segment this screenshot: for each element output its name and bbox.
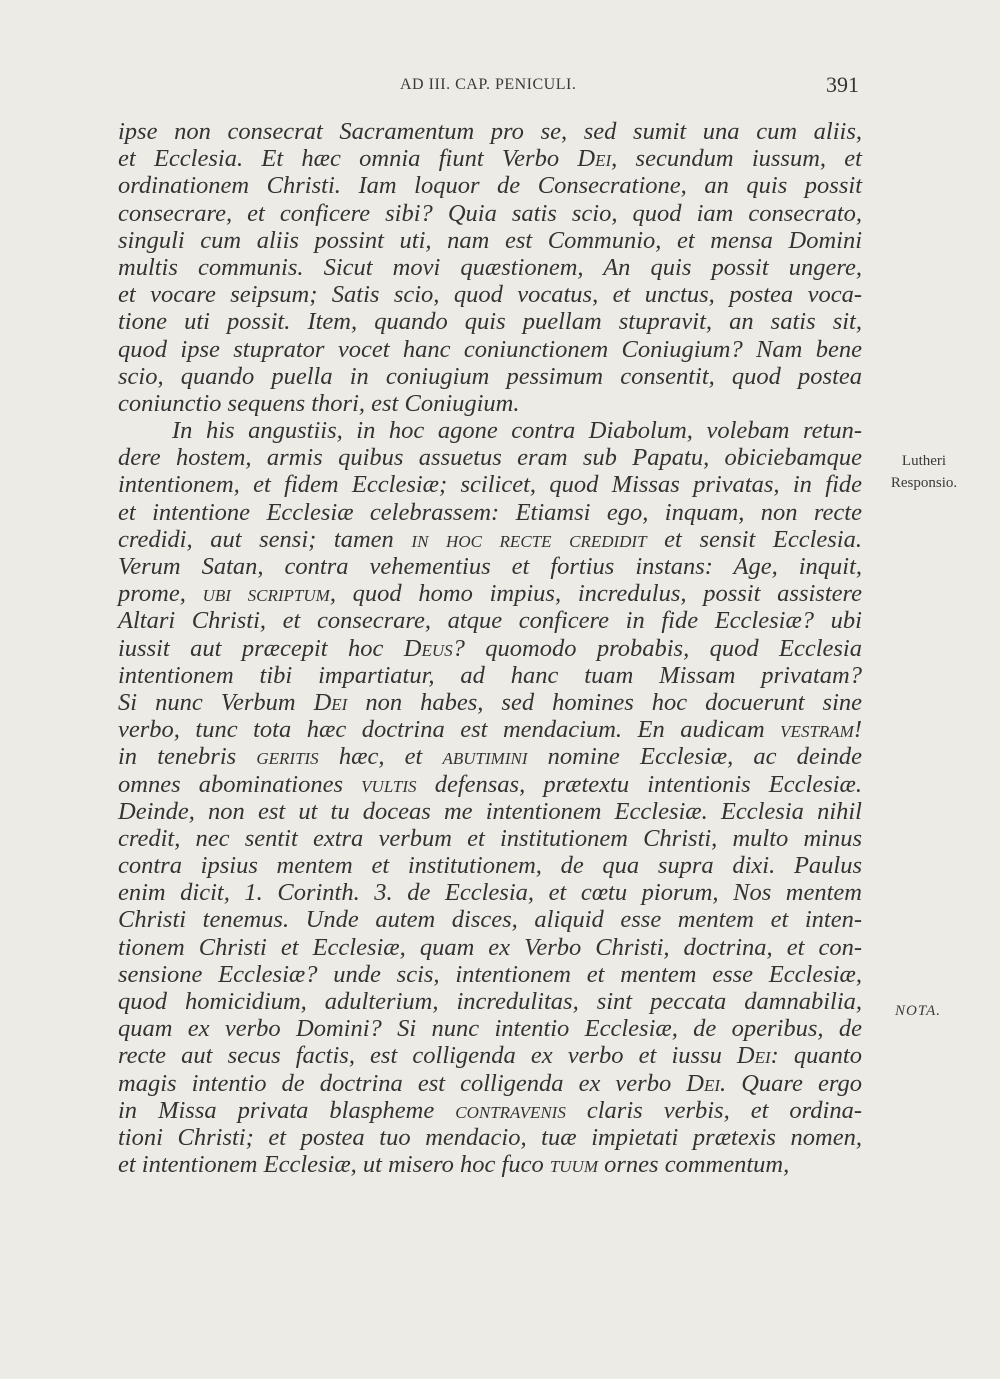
margin-note-line: Lutheri [901, 453, 947, 469]
text-run: . Quare ergo [720, 1069, 862, 1097]
text-run: Verum Satan, contra vehementius et fortius instans: Age, inquit, [118, 553, 862, 580]
text-run: quam ex verbo Domini? Si nunc intentio Ecclesiæ, de operibus, de [118, 1015, 862, 1043]
small-caps-run: Dei [313, 688, 348, 716]
text-line [118, 580, 862, 607]
text-line [118, 879, 862, 906]
text-run: quod homicidium, adulterium, incredulitas, sint peccata damnabilia, [118, 988, 862, 1015]
page-number: 391 [826, 72, 859, 97]
text-run: ornes commentum, [598, 1151, 790, 1179]
small-caps-run: ubi scriptum [202, 580, 330, 608]
text-run: tione uti possit. Item, quando quis puellam stupravit, an satis sit, [118, 308, 862, 336]
text-line [118, 526, 862, 553]
text-run: claris verbis, et ordina- [565, 1096, 862, 1124]
body-text [118, 118, 862, 1178]
text-run: et sensit Ecclesia. [646, 525, 862, 553]
text-line [118, 771, 862, 798]
text-run: ordinationem Christi. Iam loquor de Consecratione, an quis possit [118, 172, 862, 200]
text-run: et intentionem Ecclesiæ, ut misero hoc fuco [118, 1151, 550, 1179]
text-run: hæc, et [318, 743, 443, 771]
small-caps-run: contravenis [455, 1096, 566, 1124]
small-caps-run: vestram [780, 716, 854, 744]
text-line [118, 471, 862, 498]
small-caps-run: abutimini [442, 743, 528, 771]
small-caps-run: vultis [361, 770, 417, 798]
text-line [118, 254, 862, 281]
text-line [118, 417, 862, 444]
text-line [118, 200, 862, 227]
text-line [118, 336, 862, 363]
margin-note-nota: NOTA. [895, 1003, 941, 1019]
text-run: et intentione Ecclesiæ celebrassem: Etiamsi ego, inquam, non recte [118, 498, 862, 526]
margin-note-line: Responsio. [890, 475, 958, 491]
text-run: : quanto [770, 1042, 862, 1070]
text-run: dere hostem, armis quibus assuetus eram sub Papatu, obiciebamque [118, 444, 862, 472]
small-caps-run: Dei [686, 1069, 721, 1097]
text-line [118, 1070, 862, 1097]
text-run: contra ipsius mentem et institutionem, de qua supra dixi. Paulus [118, 852, 862, 880]
text-run: tioni Christi; et postea tuo mendacio, tuæ impietati prætexis nomen, [118, 1123, 862, 1151]
text-run: non habes, sed homines hoc docuerunt sine [347, 688, 862, 716]
text-line [118, 1151, 862, 1178]
text-run: , secundum iussum, et [611, 145, 862, 173]
small-caps-run: Dei [577, 145, 612, 173]
text-run: in tenebris [118, 743, 257, 771]
text-run: consecrare, et conficere sibi? Quia satis scio, quod iam consecrato, [118, 199, 862, 227]
text-line [118, 743, 862, 770]
text-line [118, 1015, 862, 1042]
text-run: ? quomodo probabis, quod Ecclesia [452, 634, 862, 662]
text-line [118, 607, 862, 634]
text-run: Deinde, non est ut tu doceas me intentionem Ecclesiæ. Ecclesia nihil [118, 797, 862, 825]
text-run: iussit aut præcepit hoc [118, 634, 404, 662]
text-line [118, 852, 862, 879]
text-run: credit, nec sentit extra verbum et institutionem Christi, multo minus [118, 824, 862, 852]
text-line [118, 390, 862, 417]
text-run: credidi, aut sensi; tamen [118, 525, 412, 553]
text-run: Si nunc Verbum [118, 688, 314, 716]
margin-note-lutheri-responsio [874, 450, 974, 494]
text-line [118, 227, 862, 254]
text-run: sensione Ecclesiæ? unde scis, intentionem et mentem esse Ecclesiæ, [118, 960, 862, 988]
text-line [118, 635, 862, 662]
text-run: Christi tenemus. Unde autem disces, aliquid esse mentem et inten- [118, 906, 862, 934]
text-run: coniunctio sequens thori, est Coniugium. [118, 389, 520, 417]
text-line [118, 172, 862, 199]
text-run: intentionem tibi impartiatur, ad hanc tuam Missam privatam? [118, 661, 862, 689]
text-run: ipse non consecrat Sacramentum pro se, sed sumit una cum aliis, [118, 118, 862, 145]
text-run: verbo, tunc tota hæc doctrina est mendacium. En audicam [118, 716, 781, 744]
text-run: , quod homo impius, incredulus, possit assistere [329, 580, 862, 608]
text-line [118, 499, 862, 526]
text-run: magis intentio de doctrina est colligenda ex verbo [118, 1069, 687, 1097]
text-line [118, 662, 862, 689]
text-run: ! [853, 716, 862, 744]
text-line [118, 716, 862, 743]
small-caps-run: Deus [403, 634, 453, 662]
text-line [118, 798, 862, 825]
text-line [118, 145, 862, 172]
text-run: recte aut secus factis, est colligenda ex verbo et iussu [118, 1042, 737, 1070]
text-line [118, 553, 862, 580]
text-run: tionem Christi et Ecclesiæ, quam ex Verbo Christi, doctrina, et con- [118, 933, 862, 961]
text-run: Altari Christi, et consecrare, atque conficere in fide Ecclesiæ? ubi [118, 607, 862, 635]
text-line [118, 281, 862, 308]
text-run: intentionem, et fidem Ecclesiæ; scilicet, quod Missas privatas, in fide [118, 471, 862, 499]
text-run: et Ecclesia. Et hæc omnia fiunt Verbo [118, 145, 578, 173]
text-run: nomine Ecclesiæ, ac deinde [527, 743, 862, 771]
small-caps-run: Dei [736, 1042, 771, 1070]
small-caps-run: tuum [549, 1151, 598, 1179]
text-run: enim dicit, 1. Corinth. 3. de Ecclesia, et cœtu piorum, Nos mentem [118, 879, 862, 907]
small-caps-run: in hoc recte credidit [411, 525, 647, 553]
text-run: singuli cum aliis possint uti, nam est Communio, et mensa Domini [118, 226, 862, 254]
text-run: defensas, prætextu intentionis Ecclesiæ. [416, 770, 862, 798]
text-run: omnes abominationes [118, 770, 362, 798]
text-run: quod ipse stuprator vocet hanc coniunctionem Coniugium? Nam bene [118, 335, 862, 363]
text-run: prome, [118, 580, 203, 608]
running-head: AD III. CAP. PENICULI. [400, 76, 577, 93]
text-line [118, 1124, 862, 1151]
text-line [118, 363, 862, 390]
text-run: in Missa privata blaspheme [118, 1096, 456, 1124]
text-run: scio, quando puella in coniugium pessimum consentit, quod postea [118, 362, 862, 390]
text-line [118, 825, 862, 852]
text-line [118, 1097, 862, 1124]
text-line [118, 934, 862, 961]
text-run: multis communis. Sicut movi quæstionem, An quis possit ungere, [118, 253, 862, 281]
text-run: In his angustiis, in hoc agone contra Diabolum, volebam retun- [172, 417, 862, 445]
text-line [118, 308, 862, 335]
text-line [118, 118, 862, 145]
text-line [118, 689, 862, 716]
text-line [118, 1042, 862, 1069]
small-caps-run: geritis [256, 743, 319, 771]
text-line [118, 961, 862, 988]
text-line [118, 906, 862, 933]
text-line [118, 444, 862, 471]
text-line [118, 988, 862, 1015]
text-run: et vocare seipsum; Satis scio, quod vocatus, et unctus, postea voca- [118, 281, 862, 309]
